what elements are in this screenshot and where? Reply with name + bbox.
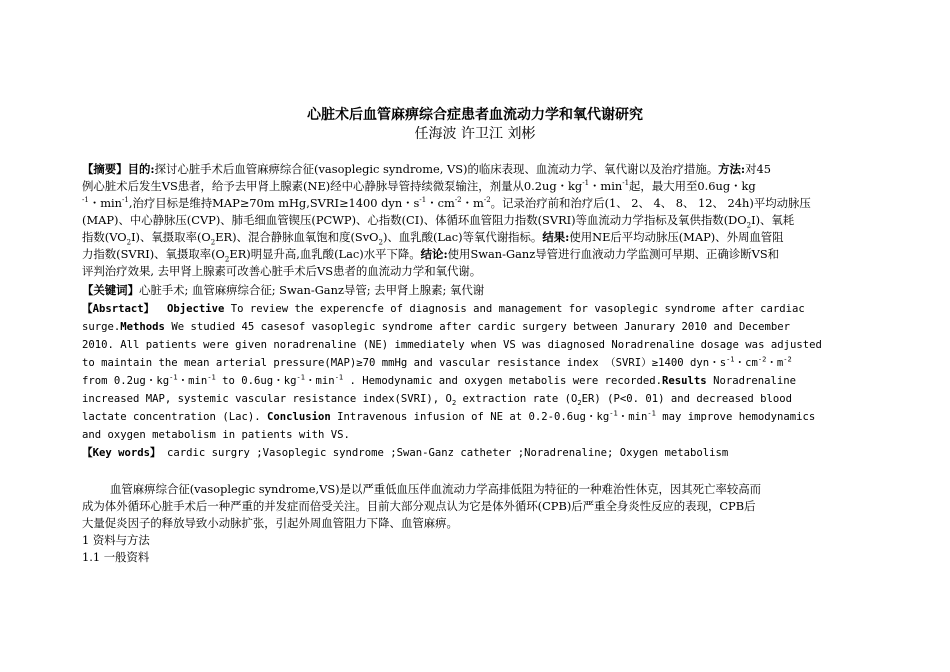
results-label: 结果: — [542, 230, 570, 244]
abstract-en-line-4: to maintain the mean arterial pressure(MAP)≥70 mmHg and vascular resistance index （SVRI）≥1400 dyn・$s^{-1}$・$cm^{-2}$・$m^{-2}$ — [82, 355, 792, 369]
abstract-en-line-1: 【Absrtact】 Objective To review the experencfe of diagnosis and management for vasoplegic syndrome after cardiac — [82, 303, 805, 315]
paper-title: 心脏术后血管麻痹综合症患者血流动力学和氧代谢研究 — [307, 107, 643, 123]
abstract-cn-line-5: 指数$(VO_2I)$、氧摄取率$(O_2ER)$、混合静脉血氧饱和度(SvO$_2$)、血乳酸(Lac)等氧代谢指标。结果:使用NE后平均动脉压(MAP)、外周血管阻 — [82, 230, 784, 246]
abstract-en-line-5: from 0.2ug・$kg^{-1}$・$\min^{-1}$ to 0.6ug・$kg^{-1}$・$\min^{-1}$ . Hemodynamic and oxygen metabolis were recorded.Results Noradrenaline — [82, 373, 796, 387]
keywords-cn-label: 【关键词】 — [82, 283, 139, 297]
abstract-en-line-8: and oxygen metabolism in patients with VS. — [82, 429, 350, 441]
body-para-1-line-3: 大量促炎因子的释放导致小动脉扩张，引起外周血管阻力下降、血管麻痹。 — [82, 516, 458, 530]
abstract-en-line-3: 2010. All patients were given noradrenaline (NE) immediately when VS was diagnosed Noradrenaline dosage was adjusted — [82, 339, 822, 351]
keywords-cn: 【关键词】心脏手术; 血管麻痹综合征; Swan-Ganz导管; 去甲肾上腺素; 氧代谢 — [82, 283, 485, 297]
abstract-cn-line-1: 【摘要】目的:探讨心脏手术后血管麻痹综合征(vasoplegic syndrome, VS)的临床表现、血流动力学、氧代谢以及治疗措施。方法:对45 — [82, 162, 771, 176]
keywords-en: 【Key words】 cardic surgry ;Vasoplegic syndrome ;Swan-Ganz catheter ;Noradrenaline; Oxygen metabolism — [82, 447, 729, 459]
abstract-en-line-7: lactate concentration (Lac). Conclusion Intravenous infusion of NE at 0.2-0.6ug・$kg^{-1}$・$\min^{-1}$ may improve hemodynamics — [82, 409, 816, 423]
methods-en-label: Methods — [120, 321, 165, 333]
conclusion-label: 结论: — [420, 247, 448, 261]
body-para-1-line-1: 血管麻痹综合征(vasoplegic syndrome,VS)是以严重低血压伴血流动力学高排低阻为特征的一种难治性休克，因其死亡率较高而 — [110, 482, 762, 496]
abstract-en-line-6: increased MAP, systemic vascular resistance index(SVRI), $O_2$ extraction rate $(O_2ER)$ (P<0. 01) and decreased blood — [82, 393, 793, 408]
abstract-cn-line-4: (MAP)、中心静脉压(CVP)、肺毛细血管锲压(PCWP)、心指数(CI)、体循环血管阻力指数(SVRI)等血流动力学指标及氧供指数$(DO_2I)$、氧耗 — [82, 213, 795, 229]
methods-label: 方法: — [718, 162, 746, 176]
section-heading-1: 1 资料与方法 — [82, 533, 150, 547]
abstract-cn-line-3: $^{-1}$・$\min^{-1}$,治疗目标是维持MAP≥70m mHg,SVRI≥1400 dyn・$s^{-1}$・$cm^{-2}$・$m^{-2}$。记录治疗前和治疗后(1、 2、 4、 8、 12、 24h)平均动脉压 — [82, 196, 811, 210]
abstract-cn-line-6: 力指数(SVRI)、氧摄取率$(O_2ER)$明显升高,血乳酸(Lac)水平下降。结论:使用Swan-Ganz导管进行血液动力学监测可早期、正确诊断VS和 — [82, 247, 780, 263]
results-en-label: Results — [662, 375, 707, 387]
conclusion-en-label: Conclusion — [266, 411, 331, 423]
body-para-1-line-2: 成为体外循环心脏手术后一种严重的并发症而倍受关注。目前大部分观点认为它是体外循环(CPB)后严重全身炎性反应的表现，CPB后 — [82, 499, 756, 513]
abstract-cn-line-7: 评判治疗效果, 去甲肾上腺素可改善心脏手术后VS患者的血流动力学和氧代谢。 — [82, 264, 482, 278]
abstract-en-line-2: surge.Methods We studied 45 casesof vasoplegic syndrome after cardic surgery between Janurary 2010 and December — [82, 321, 790, 333]
abstract-en-heading: 【Absrtact】 — [82, 303, 155, 315]
abstract-cn-line-2: 例心脏术后发生VS患者，给予去甲肾上腺素(NE)经中心静脉导管持续微泵输注，剂量从0.2ug・$kg^{-1}$・$\min^{-1}$起，最大用至0.6ug・kg — [82, 179, 756, 193]
abstract-cn-heading: 【摘要】 — [82, 162, 128, 176]
objective-en-label: Objective — [166, 303, 225, 315]
paper-authors: 任海波 许卫江 刘彬 — [414, 126, 536, 142]
objective-label: 目的: — [127, 162, 155, 176]
section-heading-1-1: 1.1 一般资料 — [82, 550, 150, 564]
keywords-en-label: 【Key words】 — [82, 447, 161, 459]
